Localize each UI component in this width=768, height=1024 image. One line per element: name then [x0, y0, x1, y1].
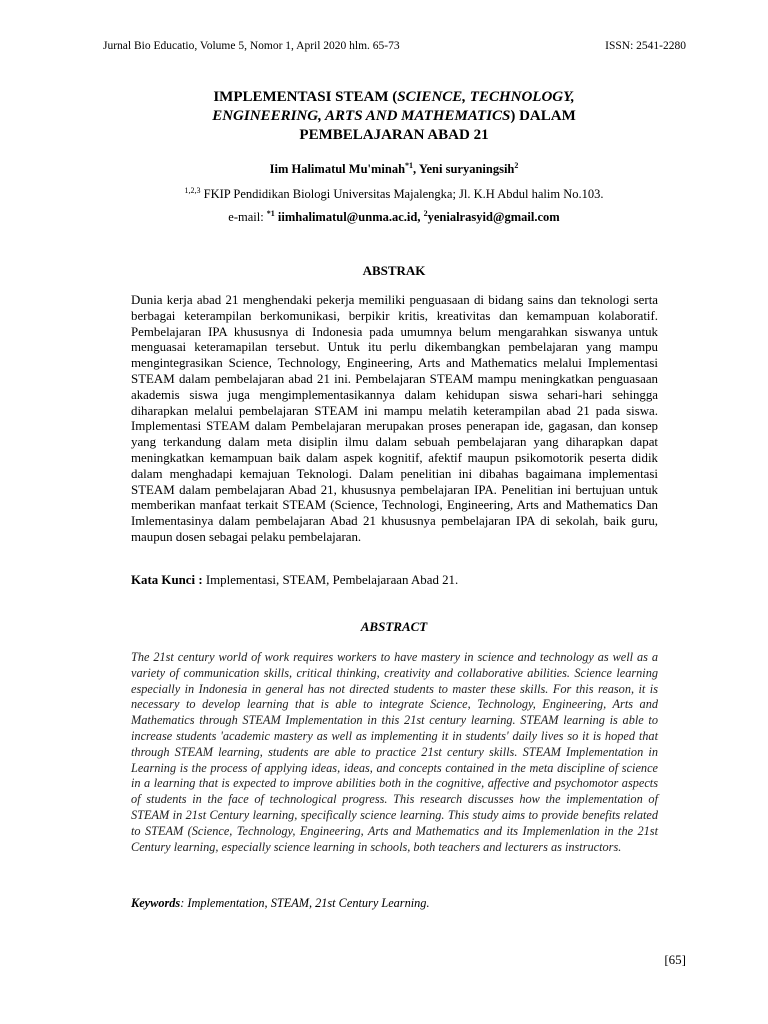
kata-kunci — [131, 573, 658, 588]
author-marker: *1 — [405, 160, 414, 170]
paper-title — [110, 88, 678, 145]
running-header — [103, 40, 686, 52]
title-italic: ENGINEERING, ARTS AND MATHEMATICS — [212, 108, 511, 124]
email-label: e-mail: — [228, 210, 267, 224]
kata-kunci-label: Kata Kunci : — [131, 573, 206, 587]
email-address-1: iimhalimatul@unma.ac.id, — [274, 210, 424, 224]
abstrak-body: Dunia kerja abad 21 menghendaki pekerja memiliki penguasaan di bidang sains dan teknologi serta berbagai keterampilan berkomunikasi, berpikir kritis, kreativitas dan kemampuan kolaboratif. Pembelajaran IPA khususnya di Indonesia pada umumnya belum mengarahkan siswanya untuk menguasai keteramapilan tersebut. Untuk itu perlu dikembangkan pembelajaran yang mampu mengintegrasikan Science, Technology, Engineering, Arts and Mathematics melalui Implementasi STEAM dalam pembelajaran abad 21 ini. Pembelajaran STEAM mampu meningkatkan penguasaan akademis siswa juga mengimplementasikannya dalam kehidupan siswa sehari-hari sehingga diharapkan melalui pembelajaran STEAM ini mampu melatih keterampilan abad 21 pada siswa. Implementasi STEAM dalam Pembelajaran merupakan proses penerapan ide, gagasan, dan konsep yang terkandung dalam meta disiplin ilmu dalam sebuah pembelajaran yang diharapkan dapat meningkatkan kemampuan baik dalam aspek kognitif, afektif maupun psikomotorik peserta didik dalam menghadapi kemajuan Teknologi. Dalam penelitian ini dibahas bagaimana implementasi STEAM dalam pembelajaran Abad 21, khususnya pembelajaran IPA. Penelitian ini bertujuan untuk memberikan manfaat terkait STEAM (Science, Technologi, Engineering, Arts and Mathematics Dan Imlementasinya dalam pembelajaran Abad 21 khususnya pembelajaran IPA di sekolah, baik guru, maupun dosen sebagai pelaku pembelajaran. — [131, 293, 658, 544]
author-separator: , — [413, 162, 419, 176]
keywords — [131, 896, 658, 911]
title-italic: SCIENCE, TECHNOLOGY, — [397, 89, 575, 105]
email-address-2: yenialrasyid@gmail.com — [427, 210, 560, 224]
title-text: ) DALAM — [510, 108, 576, 124]
title-text: IMPLEMENTASI STEAM ( — [213, 89, 398, 105]
title-text: PEMBELAJARAN ABAD 21 — [299, 127, 489, 143]
keywords-text: : Implementation, STEAM, 21st Century Learning. — [180, 896, 430, 910]
author-name: Yeni suryaningsih — [418, 162, 515, 176]
affiliation-text: FKIP Pendidikan Biologi Universitas Majalengka; Jl. K.H Abdul halim No.103. — [200, 187, 604, 201]
author-marker: 2 — [514, 160, 519, 170]
author-name: Iim Halimatul Mu'minah — [269, 162, 406, 176]
author-list — [110, 162, 678, 177]
page-number: [65] — [664, 952, 686, 967]
affiliation-marker: 1,2,3 — [184, 185, 201, 195]
affiliation — [110, 187, 678, 202]
abstract-heading: ABSTRACT — [360, 619, 428, 634]
keywords-label: Keywords — [131, 896, 181, 910]
issn: ISSN: 2541-2280 — [605, 40, 686, 52]
abstrak-heading: ABSTRAK — [362, 263, 426, 278]
email-marker: *1 — [266, 208, 275, 218]
journal-citation: Jurnal Bio Educatio, Volume 5, Nomor 1, April 2020 hlm. 65-73 — [103, 40, 400, 52]
abstract-body: The 21st century world of work requires workers to have mastery in science and technology as well as a variety of communication skills, critical thinking, creativity and collaborative abilities. Science learning especially in Indonesia in general has not directed students to master these skills. For this reason, it is necessary to develop learning that is able to integrate Science, Technology, Engineering, Arts and Mathematics through STEAM Implementation in this 21st century learning. STEAM learning is able to increase students 'academic mastery as well as implementing it in students' daily lives so it is hoped that through STEAM learning, students are able to practice 21st century skills. STEAM Implementation in Learning is the process of applying ideas, ideas, and concepts contained in the meta discipline of science in a learning that is expected to improve abilities both in the cognitive, affective and psychomotor aspects of students in the face of technological progress. This research discusses how the implementation of STEAM in 21st Century learning, specifically science learning. This study aims to provide benefits related to STEAM (Science, Technology, Engineering, Arts and Mathematics and its Implemenlation in the 21st Century learning, especially science learning in schools, both teachers and lecturers as instructors. — [131, 650, 658, 854]
contact-email — [110, 210, 678, 225]
kata-kunci-text: Implementasi, STEAM, Pembelajaraan Abad 21. — [205, 573, 459, 587]
email-marker: 2 — [423, 208, 428, 218]
